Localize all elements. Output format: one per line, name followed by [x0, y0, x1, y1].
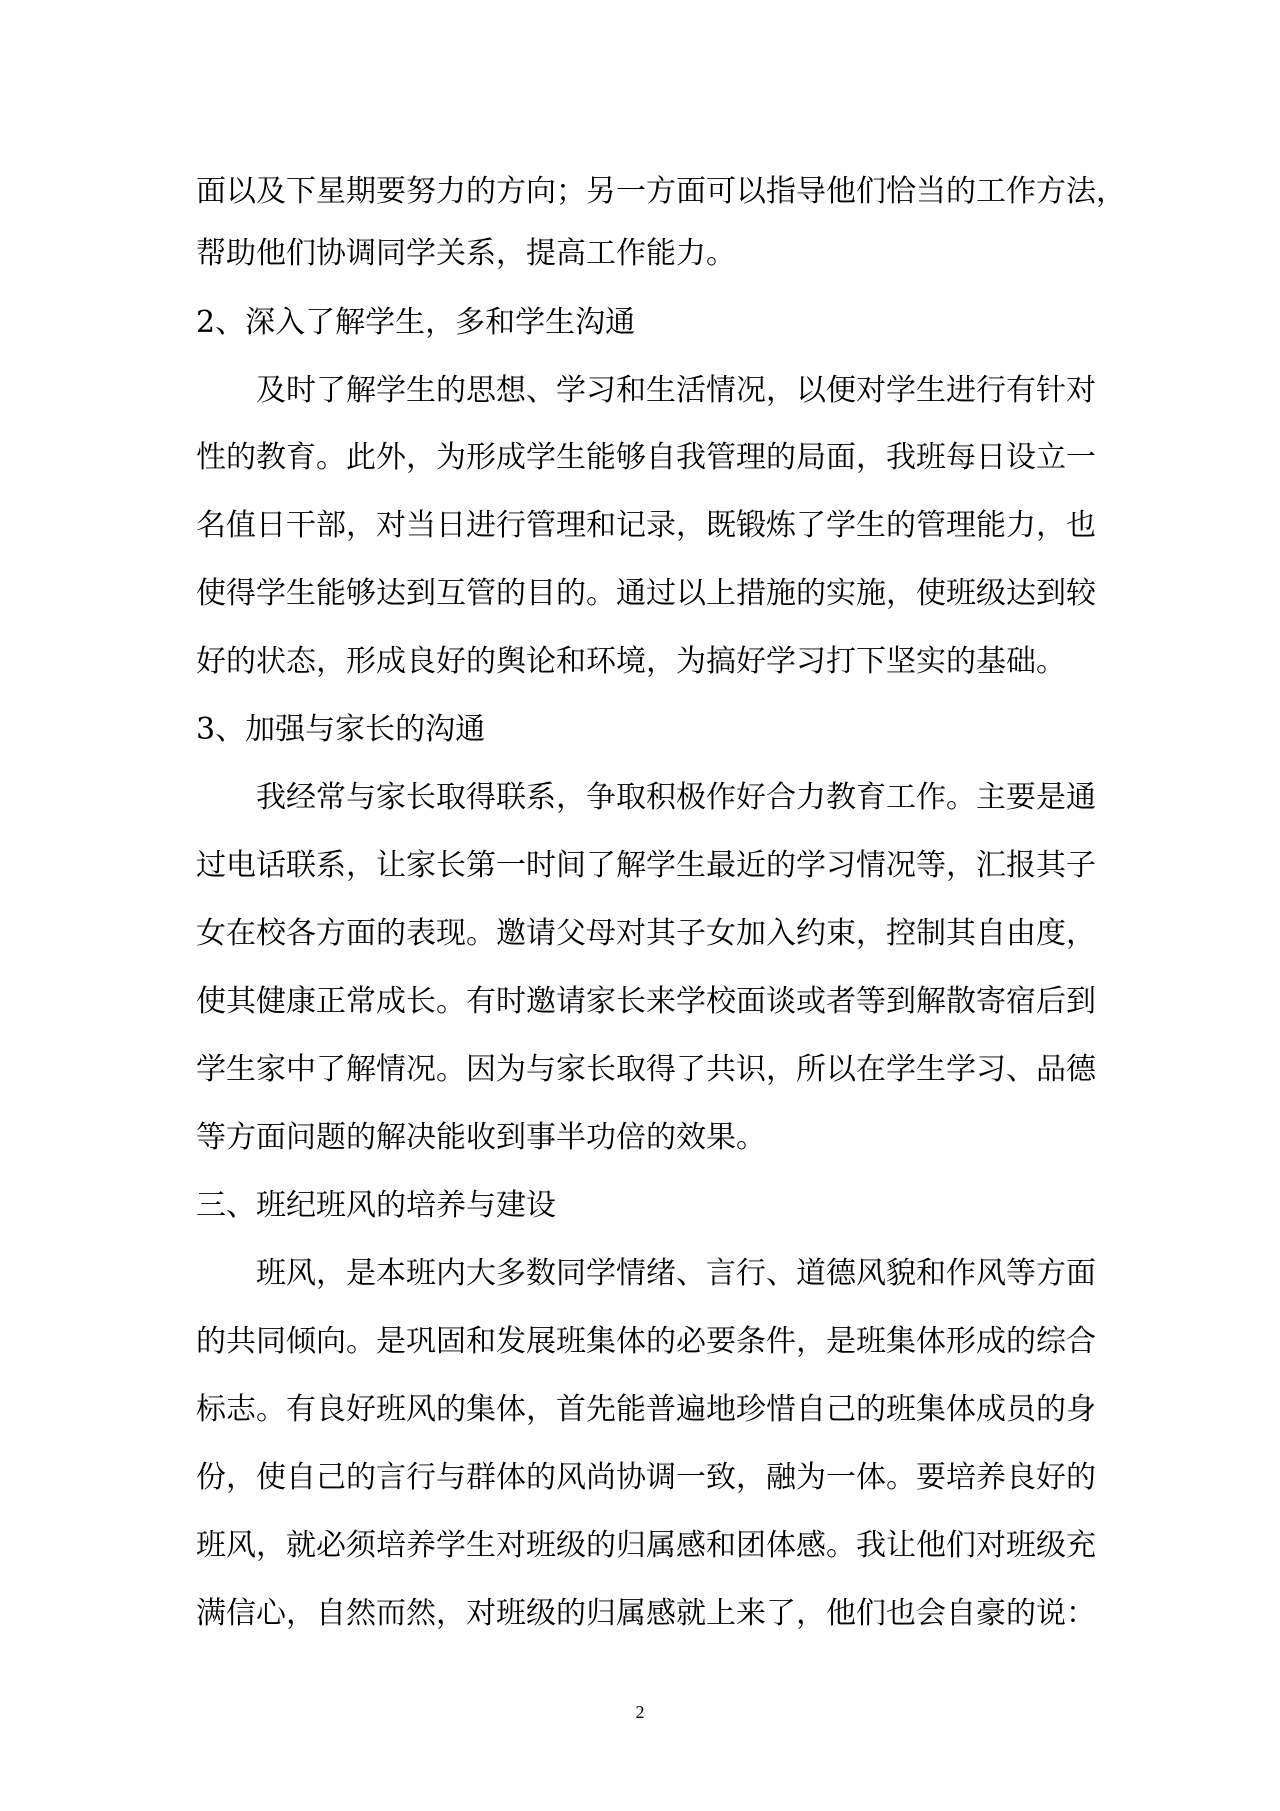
- section-heading: 3、加强与家长的沟通: [196, 712, 486, 747]
- paragraph-line: 性的教育。此外，为形成学生能够自我管理的局面，我班每日设立一: [196, 440, 1096, 475]
- paragraph-line: 使其健康正常成长。有时邀请家长来学校面谈或者等到解散寄宿后到: [196, 984, 1096, 1019]
- paragraph-line: 面以及下星期要努力的方向；另一方面可以指导他们恰当的工作方法，: [196, 174, 1126, 209]
- paragraph-line: 及时了解学生的思想、学习和生活情况，以便对学生进行有针对: [256, 373, 1096, 408]
- section-heading: 2、深入了解学生，多和学生沟通: [196, 305, 636, 340]
- page-number: 2: [635, 1702, 645, 1722]
- paragraph-line: 过电话联系，让家长第一时间了解学生最近的学习情况等，汇报其子: [196, 848, 1096, 883]
- paragraph-line: 份，使自己的言行与群体的风尚协调一致，融为一体。要培养良好的: [196, 1460, 1096, 1495]
- section-heading: 三、班纪班风的培养与建设: [196, 1188, 556, 1223]
- paragraph-line: 的共同倾向。是巩固和发展班集体的必要条件，是班集体形成的综合: [196, 1324, 1096, 1359]
- paragraph-line: 名值日干部，对当日进行管理和记录，既锻炼了学生的管理能力，也: [196, 508, 1096, 543]
- paragraph-line: 我经常与家长取得联系，争取积极作好合力教育工作。主要是通: [256, 780, 1096, 815]
- paragraph-line: 女在校各方面的表现。邀请父母对其子女加入约束，控制其自由度，: [196, 916, 1096, 951]
- paragraph-line: 班风，是本班内大多数同学情绪、言行、道德风貌和作风等方面: [256, 1256, 1096, 1291]
- paragraph-line: 使得学生能够达到互管的目的。通过以上措施的实施，使班级达到较: [196, 576, 1096, 611]
- paragraph-line: 班风，就必须培养学生对班级的归属感和团体感。我让他们对班级充: [196, 1528, 1096, 1563]
- paragraph-line: 满信心，自然而然，对班级的归属感就上来了，他们也会自豪的说：: [196, 1596, 1096, 1631]
- paragraph-line: 等方面问题的解决能收到事半功倍的效果。: [196, 1120, 766, 1155]
- paragraph-line: 好的状态，形成良好的舆论和环境，为搞好学习打下坚实的基础。: [196, 644, 1066, 679]
- paragraph-line: 帮助他们协调同学关系，提高工作能力。: [196, 236, 736, 271]
- paragraph-line: 学生家中了解情况。因为与家长取得了共识，所以在学生学习、品德: [196, 1052, 1096, 1087]
- paragraph-line: 标志。有良好班风的集体，首先能普遍地珍惜自己的班集体成员的身: [196, 1392, 1096, 1427]
